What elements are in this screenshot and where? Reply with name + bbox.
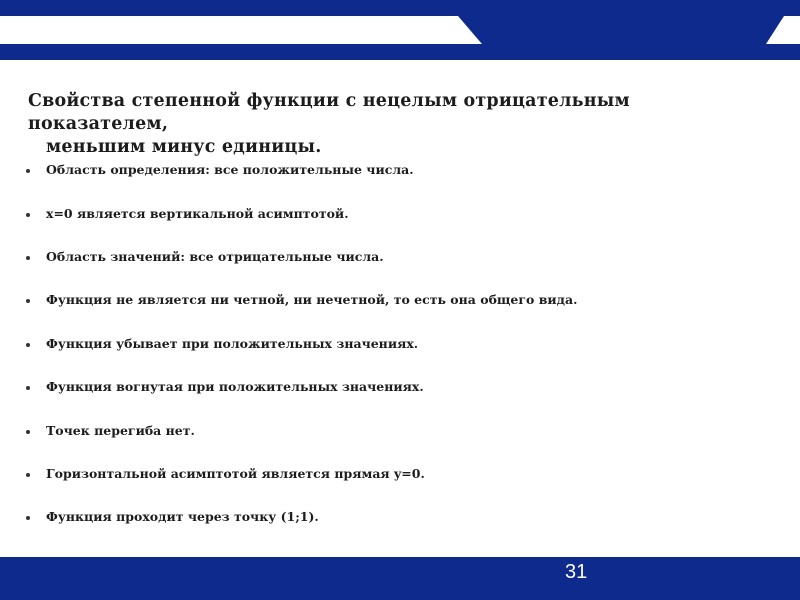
bullet-dot-icon (26, 473, 30, 477)
list-item-text: Точек перегиба нет. (46, 423, 195, 438)
bullet-dot-icon (26, 256, 30, 260)
bullet-dot-icon (26, 516, 30, 520)
list-item (26, 464, 766, 484)
bullet-dot-icon (26, 430, 30, 434)
list-item (26, 160, 766, 180)
slide-title-line2: меньшим минус единицы. (46, 137, 322, 157)
slide-title (28, 90, 768, 159)
top-decorative-band (0, 0, 800, 60)
list-item-text: x=0 является вертикальной асимптотой. (46, 206, 349, 221)
list-item-text: Горизонтальной асимптотой является прямая y=0. (46, 466, 425, 481)
slide-title-line1: Свойства степенной функции с нецелым отрицательным показателем, (28, 91, 630, 134)
bullet-dot-icon (26, 386, 30, 390)
bullet-dot-icon (26, 169, 30, 173)
list-item-text: Функция проходит через точку (1;1). (46, 509, 319, 524)
list-item (26, 334, 766, 354)
list-item-text: Функция не является ни четной, ни нечетной, то есть она общего вида. (46, 292, 578, 307)
list-item-text: Область значений: все отрицательные числа. (46, 249, 384, 264)
slide-number: 31 (565, 561, 588, 583)
list-item (26, 290, 766, 310)
list-item (26, 204, 766, 224)
bullet-dot-icon (26, 343, 30, 347)
list-item-text: Функция убывает при положительных значениях. (46, 336, 419, 351)
list-item-text: Область определения: все положительные числа. (46, 162, 414, 177)
bullet-dot-icon (26, 213, 30, 217)
list-item (26, 377, 766, 397)
list-item (26, 421, 766, 441)
list-item (26, 247, 766, 267)
bullet-dot-icon (26, 299, 30, 303)
list-item (26, 507, 766, 527)
list-item-text: Функция вогнутая при положительных значениях. (46, 379, 424, 394)
top-band-white-stripe-left (0, 16, 482, 44)
bottom-band (0, 557, 800, 600)
